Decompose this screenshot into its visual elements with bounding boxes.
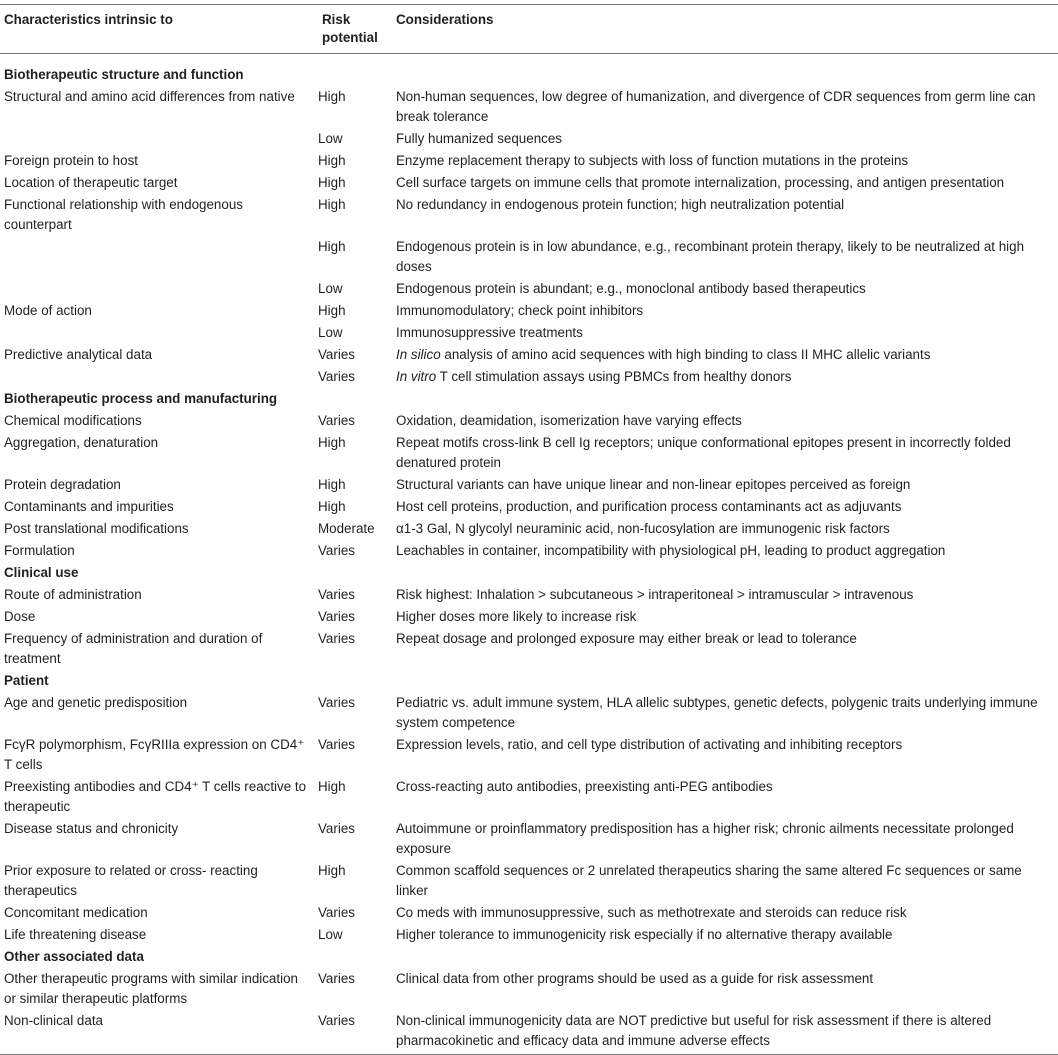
considerations-text: Clinical data from other programs should be used as a guide for risk assessment [396, 971, 874, 986]
considerations-cell [392, 606, 1058, 628]
risk-potential-cell: Moderate [318, 521, 375, 536]
characteristic-cell: Foreign protein to host [4, 153, 138, 168]
italic-term: In vitro [396, 369, 437, 384]
considerations-text: Immunomodulatory; check point inhibitors [396, 303, 644, 318]
section-heading: Other associated data [4, 949, 144, 964]
table-body [0, 54, 1058, 1055]
considerations-cell [392, 734, 1058, 776]
characteristic-cell: Location of therapeutic target [4, 175, 178, 190]
characteristic-cell: Predictive analytical data [4, 347, 153, 362]
characteristic-cell: Life threatening disease [4, 927, 147, 942]
table-row [0, 496, 1058, 518]
considerations-cell [392, 860, 1058, 902]
considerations-cell [392, 584, 1058, 606]
characteristic-cell: Formulation [4, 543, 75, 558]
risk-potential-cell: Varies [318, 695, 355, 710]
table-row [0, 924, 1058, 946]
characteristic-cell: Preexisting antibodies and CD4⁺ T cells reactive to therapeutic [4, 779, 307, 814]
table-row [0, 776, 1058, 818]
considerations-cell [392, 1010, 1058, 1055]
characteristic-cell: Chemical modifications [4, 413, 142, 428]
table-row [0, 692, 1058, 734]
considerations-text: Higher doses more likely to increase risk [396, 609, 637, 624]
considerations-text: analysis of amino acid sequences with high binding to class II MHC allelic variants [440, 347, 931, 362]
section-heading: Biotherapeutic structure and function [4, 67, 244, 82]
table-row [0, 818, 1058, 860]
risk-potential-cell: Varies [318, 347, 355, 362]
considerations-text: Immunosuppressive treatments [396, 325, 583, 340]
characteristic-cell [0, 236, 318, 278]
table-row [0, 860, 1058, 902]
risk-potential-cell: Varies [318, 631, 355, 646]
risk-potential-cell: High [318, 499, 346, 514]
considerations-cell [392, 194, 1058, 236]
section-row [0, 670, 1058, 692]
considerations-text: Fully humanized sequences [396, 131, 562, 146]
risk-potential-cell: Varies [318, 543, 355, 558]
table-row [0, 344, 1058, 366]
considerations-cell [392, 902, 1058, 924]
characteristic-cell: Disease status and chronicity [4, 821, 179, 836]
considerations-text: No redundancy in endogenous protein function; high neutralization potential [396, 197, 845, 212]
considerations-text: T cell stimulation assays using PBMCs from healthy donors [436, 369, 792, 384]
considerations-text: Leachables in container, incompatibility with physiological pH, leading to product aggregation [396, 543, 946, 558]
table-row [0, 584, 1058, 606]
characteristic-cell: FcγR polymorphism, FcγRIIIa expression on CD4⁺ T cells [4, 737, 305, 772]
table-row [0, 128, 1058, 150]
risk-factors-table [0, 4, 1058, 1055]
considerations-text: Common scaffold sequences or 2 unrelated therapeutics sharing the same altered Fc sequences or same linker [396, 863, 1022, 898]
characteristic-cell: Contaminants and impurities [4, 499, 174, 514]
considerations-cell [392, 518, 1058, 540]
risk-potential-cell: Varies [318, 971, 355, 986]
table-header [0, 5, 1058, 54]
considerations-text: Expression levels, ratio, and cell type distribution of activating and inhibiting receptors [396, 737, 903, 752]
risk-potential-cell: Varies [318, 413, 355, 428]
risk-potential-cell: High [318, 89, 346, 104]
risk-potential-cell: High [318, 175, 346, 190]
considerations-text: Cell surface targets on immune cells that promote internalization, processing, and antigen presentation [396, 175, 1005, 190]
considerations-text: Non-clinical immunogenicity data are NOT predictive but useful for risk assessment if there is altered pharmacokinetic and efficacy data and immune adverse effects [396, 1013, 992, 1048]
risk-potential-cell: Varies [318, 609, 355, 624]
considerations-text: Autoimmune or proinflammatory predisposition has a higher risk; chronic ailments necessitate prolonged exposure [396, 821, 1014, 856]
considerations-cell [392, 496, 1058, 518]
considerations-cell [392, 924, 1058, 946]
considerations-text: Endogenous protein is in low abundance, e.g., recombinant protein therapy, likely to be neutralized at high doses [396, 239, 1025, 274]
table-row [0, 86, 1058, 128]
considerations-cell [392, 410, 1058, 432]
considerations-cell [392, 344, 1058, 366]
considerations-cell [392, 300, 1058, 322]
table-row [0, 628, 1058, 670]
table-row [0, 150, 1058, 172]
risk-potential-cell: Varies [318, 1010, 392, 1055]
characteristic-cell: Prior exposure to related or cross- reacting therapeutics [4, 863, 258, 898]
considerations-cell [392, 432, 1058, 474]
considerations-cell [392, 278, 1058, 300]
considerations-text: Structural variants can have unique linear and non-linear epitopes perceived as foreign [396, 477, 911, 492]
risk-potential-cell: Varies [318, 369, 355, 384]
header-row [0, 5, 1058, 54]
risk-potential-cell: Varies [318, 821, 355, 836]
header-risk-potential: Risk potential [318, 5, 392, 54]
risk-potential-cell: Low [318, 281, 343, 296]
table-row [0, 194, 1058, 236]
header-characteristics: Characteristics intrinsic to [0, 5, 318, 54]
characteristic-cell: Age and genetic predisposition [4, 695, 188, 710]
table-row [0, 1010, 1058, 1055]
considerations-text: Pediatric vs. adult immune system, HLA allelic subtypes, genetic defects, polygenic traits underlying immune system competence [396, 695, 1038, 730]
risk-potential-cell: High [318, 435, 346, 450]
considerations-text: Oxidation, deamidation, isomerization have varying effects [396, 413, 742, 428]
considerations-cell [392, 540, 1058, 562]
table-row [0, 172, 1058, 194]
section-heading: Biotherapeutic process and manufacturing [4, 391, 278, 406]
considerations-cell [392, 366, 1058, 388]
considerations-text: Co meds with immunosuppressive, such as methotrexate and steroids can reduce risk [396, 905, 907, 920]
characteristic-cell [0, 322, 318, 344]
characteristic-cell [0, 278, 318, 300]
considerations-text: Repeat motifs cross-link B cell Ig receptors; unique conformational epitopes present in incorrectly folded denatured protein [396, 435, 1011, 470]
table-row [0, 518, 1058, 540]
risk-potential-cell: High [318, 477, 346, 492]
considerations-text: α1-3 Gal, N glycolyl neuraminic acid, non-fucosylation are immunogenic risk factors [396, 521, 890, 536]
considerations-cell [392, 692, 1058, 734]
risk-potential-cell: Varies [318, 737, 355, 752]
considerations-cell [392, 172, 1058, 194]
table-row [0, 968, 1058, 1010]
characteristic-cell: Route of administration [4, 587, 142, 602]
considerations-cell [392, 474, 1058, 496]
risk-potential-cell: Low [318, 131, 343, 146]
section-heading: Patient [4, 673, 49, 688]
characteristic-cell: Protein degradation [4, 477, 121, 492]
table-row [0, 278, 1058, 300]
considerations-text: Risk highest: Inhalation > subcutaneous > intraperitoneal > intramuscular > intravenous [396, 587, 914, 602]
section-row [0, 388, 1058, 410]
table-row [0, 540, 1058, 562]
section-heading: Clinical use [4, 565, 79, 580]
characteristic-cell: Frequency of administration and duration of treatment [4, 631, 263, 666]
considerations-text: Non-human sequences, low degree of humanization, and divergence of CDR sequences from germ line can break tolerance [396, 89, 1036, 124]
considerations-cell [392, 776, 1058, 818]
considerations-text: Host cell proteins, production, and purification process contaminants act as adjuvants [396, 499, 902, 514]
table-row [0, 322, 1058, 344]
considerations-cell [392, 968, 1058, 1010]
table-row [0, 606, 1058, 628]
characteristic-cell: Other therapeutic programs with similar indication or similar therapeutic platforms [4, 971, 298, 1006]
characteristic-cell [0, 128, 318, 150]
characteristic-cell: Functional relationship with endogenous counterpart [4, 197, 243, 232]
section-row [0, 562, 1058, 584]
table-row [0, 734, 1058, 776]
characteristic-cell: Aggregation, denaturation [4, 435, 159, 450]
section-row [0, 946, 1058, 968]
characteristic-cell [0, 366, 318, 388]
risk-potential-cell: High [318, 153, 346, 168]
characteristic-cell: Mode of action [4, 303, 92, 318]
considerations-text: Repeat dosage and prolonged exposure may either break or lead to tolerance [396, 631, 857, 646]
considerations-cell [392, 628, 1058, 670]
considerations-cell [392, 236, 1058, 278]
considerations-text: Cross-reacting auto antibodies, preexisting anti-PEG antibodies [396, 779, 773, 794]
table-row [0, 474, 1058, 496]
considerations-text: Endogenous protein is abundant; e.g., monoclonal antibody based therapeutics [396, 281, 866, 296]
considerations-text: Enzyme replacement therapy to subjects with loss of function mutations in the proteins [396, 153, 909, 168]
risk-potential-cell: Varies [318, 587, 355, 602]
risk-potential-cell: Low [318, 325, 343, 340]
risk-potential-cell: Low [318, 927, 343, 942]
considerations-cell [392, 818, 1058, 860]
table-row [0, 902, 1058, 924]
italic-term: In silico [396, 347, 441, 362]
table-row [0, 300, 1058, 322]
characteristic-cell: Structural and amino acid differences from native [4, 89, 295, 104]
table-row [0, 366, 1058, 388]
considerations-text: Higher tolerance to immunogenicity risk especially if no alternative therapy available [396, 927, 893, 942]
considerations-cell [392, 322, 1058, 344]
table-row [0, 410, 1058, 432]
risk-potential-cell: High [318, 779, 346, 794]
characteristic-cell: Non-clinical data [0, 1010, 318, 1055]
characteristic-cell: Dose [4, 609, 36, 624]
risk-potential-cell: Varies [318, 905, 355, 920]
considerations-cell [392, 128, 1058, 150]
section-row [0, 54, 1058, 87]
table-row [0, 432, 1058, 474]
risk-potential-cell: High [318, 303, 346, 318]
characteristic-cell: Post translational modifications [4, 521, 189, 536]
table-row [0, 236, 1058, 278]
considerations-cell [392, 150, 1058, 172]
risk-potential-cell: High [318, 239, 346, 254]
considerations-cell [392, 86, 1058, 128]
characteristic-cell: Concomitant medication [4, 905, 148, 920]
risk-potential-cell: High [318, 863, 346, 878]
header-considerations: Considerations [392, 5, 1058, 54]
risk-potential-cell: High [318, 197, 346, 212]
